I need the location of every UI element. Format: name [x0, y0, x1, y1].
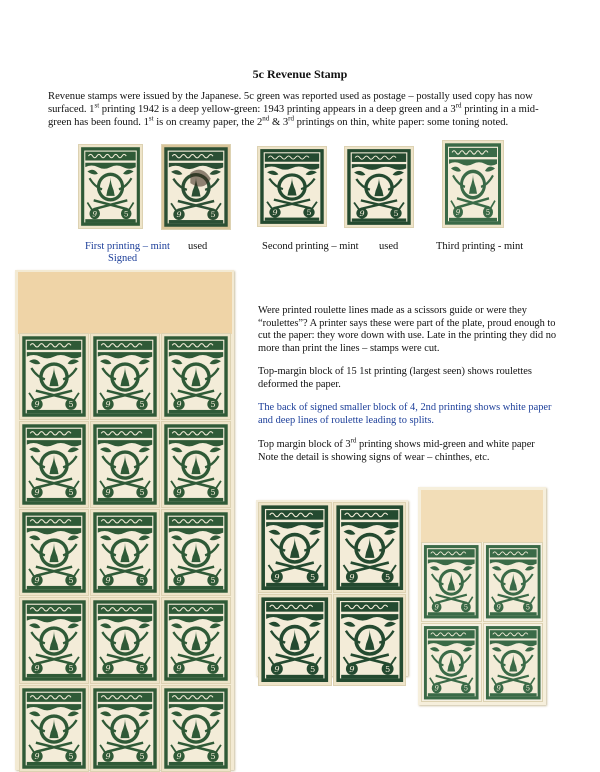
block-stamp [91, 510, 159, 595]
caption-second-used: used [379, 241, 399, 252]
note-block15: Top-margin block of 15 1st printing (largest seen) shows roulettes deformed the paper. [258, 366, 532, 390]
block-stamp [91, 686, 159, 771]
block-stamp [334, 503, 406, 592]
block-stamp [20, 598, 88, 683]
top-margin [18, 272, 232, 334]
block-stamp [484, 624, 543, 702]
block-third-grid [422, 543, 542, 701]
block-stamp [422, 543, 481, 621]
block-stamp [162, 598, 230, 683]
block-stamp [484, 543, 543, 621]
caption-first-used: used [188, 241, 208, 252]
block-15-grid [20, 334, 230, 768]
first-printing-used-stamp [162, 145, 230, 229]
third-printing-mint-stamp [443, 141, 503, 227]
top-margin [421, 490, 543, 542]
block-stamp [334, 595, 406, 684]
note-third-printing: Top margin block of 3rd printing shows mid-green and white paper Note the detail is showing signs of wear – chinthes, etc. [258, 436, 535, 463]
block-4-grid [259, 503, 405, 673]
caption-first-mint: First printing – mint [85, 241, 170, 252]
block-stamp [422, 624, 481, 702]
block-stamp [162, 334, 230, 419]
block-stamp [91, 334, 159, 419]
block-stamp [20, 510, 88, 595]
block-stamp [91, 422, 159, 507]
first-printing-mint-stamp [79, 145, 142, 228]
block-stamp [91, 598, 159, 683]
block-stamp [162, 422, 230, 507]
note-roulette: Were printed roulette lines made as a scissors guide or were they “roulettes”? A printer says these were part of the plate, proud enough to cut the paper: they wore down with use. Late in the printing they did no more than print the lines – stamps were cut. [258, 305, 557, 354]
second-printing-mint-stamp [258, 147, 326, 226]
intro-paragraph: Revenue stamps were issued by the Japanese. 5c green was reported used as postage – postally used copy has now surfaced. 1st printing 1942 is a deep yellow-green: 1943 printing appears in a deep green and a 3rd printing in a mid-green has been found. 1st is on creamy paper, the 2nd & 3rd printings on thin, white paper: some toning noted. [48, 91, 539, 128]
block-stamp [20, 422, 88, 507]
block-of-15-first-printing [15, 270, 234, 770]
block-of-4-second-printing [256, 500, 408, 676]
block-stamp [162, 510, 230, 595]
note-back-block4: The back of signed smaller block of 4, 2nd printing shows white paper and deep lines of roulette leading to splits. [258, 402, 552, 426]
top-margin-block-third-printing [418, 487, 546, 705]
caption-first-signed: Signed [108, 253, 138, 264]
caption-third-mint: Third printing - mint [436, 241, 524, 252]
page-title: 5c Revenue Stamp [252, 67, 348, 81]
block-stamp [259, 503, 331, 592]
second-printing-used-stamp [345, 147, 413, 227]
caption-second-mint: Second printing – mint [262, 241, 359, 252]
block-stamp [20, 686, 88, 771]
block-stamp [162, 686, 230, 771]
block-stamp [259, 595, 331, 684]
block-stamp [20, 334, 88, 419]
